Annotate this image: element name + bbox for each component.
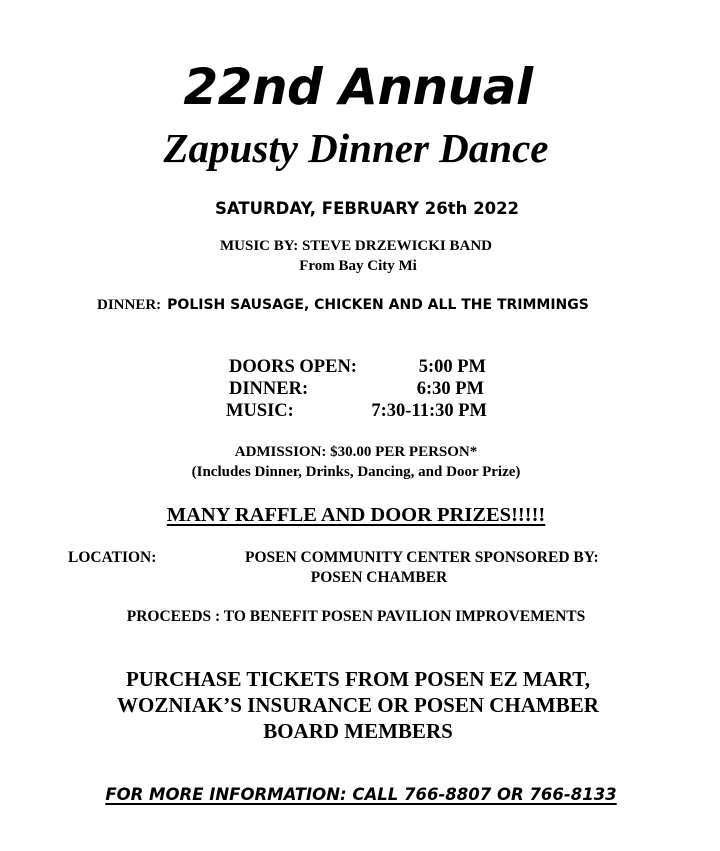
raffle-announcement: MANY RAFFLE AND DOOR PRIZES!!!!!: [166, 504, 546, 526]
admission-price: ADMISSION: $30.00 PER PERSON*: [234, 444, 478, 460]
schedule-time: 6:30 PM: [416, 379, 484, 399]
sponsor-name: POSEN CHAMBER: [310, 569, 448, 586]
event-title: Zapusty Dinner Dance: [163, 125, 549, 171]
flyer-headline: 22nd Annual: [183, 58, 533, 116]
location-value: POSEN COMMUNITY CENTER SPONSORED BY:: [245, 549, 599, 566]
schedule-row-doors-open: [229, 357, 486, 379]
event-date: SATURDAY, FEBRUARY 26th 2022: [214, 199, 520, 218]
dinner-menu-line: [97, 297, 589, 314]
schedule-row-music: [226, 401, 487, 423]
schedule-label: MUSIC:: [226, 401, 294, 421]
tickets-line-2: WOZNIAK’S INSURANCE OR POSEN CHAMBER: [117, 693, 599, 717]
more-info-contact: FOR MORE INFORMATION: CALL 766-8807 OR 766-8133: [105, 785, 617, 804]
band-origin: From Bay City Mi: [299, 258, 417, 274]
dinner-menu: POLISH SAUSAGE, CHICKEN AND ALL THE TRIMMINGS: [167, 297, 589, 313]
admission-includes: (Includes Dinner, Drinks, Dancing, and Door Prize): [191, 464, 521, 480]
tickets-line-3: BOARD MEMBERS: [263, 719, 453, 743]
music-by-line: MUSIC BY: STEVE DRZEWICKI BAND: [220, 238, 492, 254]
schedule-label: DOORS OPEN:: [229, 357, 357, 377]
schedule-time: 7:30-11:30 PM: [371, 401, 487, 421]
tickets-line-1: PURCHASE TICKETS FROM POSEN EZ MART,: [125, 667, 591, 691]
location-label: LOCATION:: [68, 549, 157, 566]
schedule-time: 5:00 PM: [418, 357, 486, 377]
dinner-label: DINNER:: [97, 297, 162, 313]
schedule-label: DINNER:: [229, 379, 309, 399]
schedule-row-dinner: [229, 379, 484, 401]
proceeds-line: PROCEEDS : TO BENEFIT POSEN PAVILION IMPROVEMENTS: [126, 608, 586, 625]
